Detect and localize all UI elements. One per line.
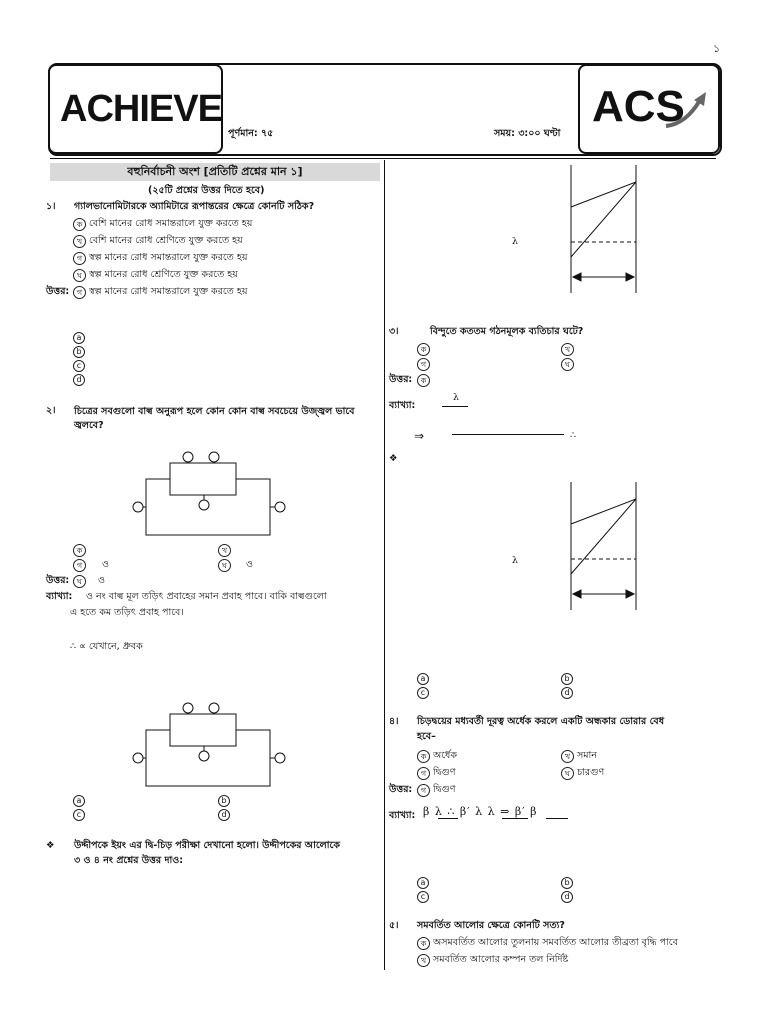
q3-answer-mark: ক bbox=[417, 374, 430, 387]
q1-answer-mark: গ bbox=[73, 286, 86, 299]
q2-bubble-d[interactable]: d bbox=[218, 809, 230, 821]
circuit-diagram-2 bbox=[128, 696, 292, 791]
q3-expl-implies: ⇒ bbox=[414, 429, 425, 443]
full-marks: পূর্ণমান: ৭৫ bbox=[228, 128, 274, 139]
lambda-label-1: λ bbox=[512, 236, 519, 247]
q4-explanation-label: ব্যাখ্যা: bbox=[389, 810, 416, 821]
q4-bubble-a[interactable]: a bbox=[417, 877, 429, 889]
stem-line1: উদ্দীপকে ইয়ং এর দ্বি-চিড় পরীক্ষা দেখানো হলো। উদ্দীপকের আলোকে bbox=[74, 840, 340, 851]
bubble-a[interactable]: a bbox=[73, 332, 85, 344]
q3-option-g[interactable]: গ bbox=[417, 358, 430, 371]
q2-bubble-c[interactable]: c bbox=[73, 809, 85, 821]
q2-number: ২। bbox=[46, 405, 56, 416]
option-text: বেশি মানের রোধ শ্রেণিতে যুক্ত করতে হয় bbox=[89, 235, 243, 246]
option-text: অসমবর্তিত আলোর তুলনায় সমবর্তিত আলোর তীব্রতা বৃদ্ধি পাবে bbox=[433, 937, 678, 948]
double-slit-figure-1 bbox=[560, 165, 644, 295]
column-divider bbox=[384, 160, 385, 970]
double-slit-figure-2 bbox=[560, 482, 644, 612]
right-logo-box bbox=[578, 64, 720, 154]
q4-fraction-bar-2 bbox=[502, 818, 528, 819]
q4-bubble-b[interactable]: b bbox=[561, 877, 573, 889]
q4-number: ৪। bbox=[389, 716, 399, 727]
section-subtitle: (২৫টি প্রশ্নের উত্তর দিতে হবে) bbox=[148, 185, 265, 196]
q4-bubble-d[interactable]: d bbox=[561, 891, 573, 903]
bubble-c[interactable]: c bbox=[73, 360, 85, 372]
q2-answer-label: উত্তর: bbox=[46, 575, 70, 586]
q1-number: ১। bbox=[46, 201, 56, 212]
q3-bubble-d[interactable]: d bbox=[561, 687, 573, 699]
option-text: অর্ধেক bbox=[433, 750, 458, 761]
option-text: দ্বিগুণ bbox=[433, 767, 456, 778]
q2-option-kh[interactable]: খ bbox=[218, 544, 231, 557]
option-mark: খ bbox=[417, 954, 430, 967]
option-mark: খ bbox=[561, 750, 574, 763]
option-mark: গ bbox=[417, 767, 430, 780]
q2-option-g[interactable]: গ bbox=[73, 559, 86, 572]
q2-option-gh[interactable]: ঘ bbox=[218, 559, 231, 572]
q3-bubble-c[interactable]: c bbox=[417, 687, 429, 699]
q3-explanation-label: ব্যাখ্যা: bbox=[389, 400, 416, 411]
bubble-d[interactable]: d bbox=[73, 374, 85, 386]
q3-option-gh[interactable]: ঘ bbox=[561, 358, 574, 371]
option-text: সমান bbox=[577, 750, 597, 761]
q3-option-k[interactable]: ক bbox=[417, 343, 430, 356]
q4-answer-mark: গ bbox=[417, 784, 430, 797]
q4-answer-label: উত্তর: bbox=[389, 784, 413, 795]
stem-symbol: ❖ bbox=[46, 840, 55, 851]
option-mark: ঘ bbox=[73, 269, 86, 282]
acs-logo: ACS bbox=[592, 82, 685, 131]
q3-text: বিন্দুতে কততম গঠনমূলক ব্যতিচার ঘটে? bbox=[430, 326, 584, 337]
option-text: স্বল্প মানের রোধ সমান্তরালে যুক্ত করতে হয় bbox=[89, 252, 248, 263]
option-mark: ক bbox=[417, 937, 430, 950]
q3-expl-lambda: λ bbox=[453, 392, 460, 403]
q4-fraction-bar-1 bbox=[438, 818, 458, 819]
arrow-icon bbox=[664, 90, 710, 130]
q2-answer-text: ও bbox=[98, 575, 105, 586]
q3-fraction-bar bbox=[442, 406, 468, 407]
q2-formula: ∴ ∝ যেখানে, ধ্রুবক bbox=[70, 641, 143, 652]
left-logo-box bbox=[48, 64, 223, 154]
q2-explanation-label: ব্যাখ্যা: bbox=[46, 591, 73, 602]
q4-bubble-c[interactable]: c bbox=[417, 891, 429, 903]
q3-bubble-b[interactable]: b bbox=[561, 673, 573, 685]
q3-expl-therefore: ∴ bbox=[570, 430, 577, 441]
q2-explanation-line2: এ হতে কম তড়িৎ প্রবাহ পাবে। bbox=[70, 607, 184, 618]
option-text: বেশি মানের রোধ সমান্তরালে যুক্ত করতে হয় bbox=[89, 218, 253, 229]
option-mark: খ bbox=[73, 235, 86, 248]
q1-answer-label: উত্তর: bbox=[46, 286, 70, 297]
option-mark: গ bbox=[73, 252, 86, 265]
q1-answer-text: স্বল্প মানের রোধ সমান্তরালে যুক্ত করতে হয় bbox=[89, 286, 248, 297]
option-text: স্বল্প মানের রোধ শ্রেণিতে যুক্ত করতে হয় bbox=[89, 269, 238, 280]
q3-stem-symbol: ❖ bbox=[389, 453, 398, 464]
q4-answer-text: দ্বিগুণ bbox=[433, 784, 456, 795]
lambda-label-2: λ bbox=[512, 555, 519, 566]
q5-text: সমবর্তিত আলোর ক্ষেত্রে কোনটি সত্য? bbox=[417, 920, 565, 931]
option-mark: ক bbox=[417, 750, 430, 763]
q3-number: ৩। bbox=[389, 326, 399, 337]
q2-option-gh-text: ও bbox=[246, 559, 253, 570]
option-mark: ঘ bbox=[561, 767, 574, 780]
q2-answer-mark: ঘ bbox=[73, 575, 86, 588]
q4-fraction-bar-3 bbox=[546, 818, 568, 819]
q5-number: ৫। bbox=[389, 920, 399, 931]
q2-text: চিত্রের সবগুলো বাল্ব অনুরূপ হলে কোন কোন বাল্ব সবচেয়ে উজ্জ্বল ভাবে জ্বলবে? bbox=[74, 406, 355, 431]
page-number: ১ bbox=[713, 42, 721, 55]
q3-bubble-a[interactable]: a bbox=[417, 673, 429, 685]
q3-answer-label: উত্তর: bbox=[389, 374, 413, 385]
q2-explanation-line1: ও নং বাল্ব মূল তড়িৎ প্রবাহের সমান প্রবাহ পাবে। বাকি বাল্বগুলো bbox=[86, 591, 327, 602]
q3-option-kh[interactable]: খ bbox=[561, 343, 574, 356]
option-text: চারগুণ bbox=[577, 767, 605, 778]
header-rule bbox=[50, 158, 716, 159]
q2-bubble-a[interactable]: a bbox=[73, 795, 85, 807]
q4-text-line2: হবে– bbox=[417, 731, 436, 742]
q2-bubble-b[interactable]: b bbox=[218, 795, 230, 807]
q4-text-line1: চিড়দ্বয়ের মধ্যবর্তী দূরত্ব অর্ধেক করলে একটি অন্ধকার ডোরার বেধ bbox=[417, 716, 665, 727]
option-text: সমবর্তিত আলোর কম্পন তল নির্দিষ্ট bbox=[433, 954, 569, 965]
bubble-b[interactable]: b bbox=[73, 346, 85, 358]
achieve-logo: ACHIEVE bbox=[60, 88, 222, 130]
section-title: বহুনির্বাচনী অংশ [প্রতিটি প্রশ্নের মান ১] bbox=[50, 163, 380, 181]
q4-explanation-formula: β λ ∴ β′ λ λ ⇒ β′ β bbox=[423, 805, 538, 818]
q2-option-g-text: ও bbox=[102, 559, 109, 570]
q3-long-fraction-bar bbox=[452, 434, 564, 435]
stem-line2: ৩ ও ৪ নং প্রশ্নের উত্তর দাও: bbox=[74, 855, 184, 866]
option-mark: ক bbox=[73, 218, 86, 231]
exam-time: সময়: ৩:০০ ঘণ্টা bbox=[494, 128, 561, 139]
circuit-diagram-1 bbox=[128, 445, 292, 540]
q1-text: গ্যালভানোমিটারকে অ্যামিটারে রূপান্তরের ক্ষেত্রে কোনটি সঠিক? bbox=[74, 201, 315, 212]
q2-option-k[interactable]: ক bbox=[73, 544, 86, 557]
